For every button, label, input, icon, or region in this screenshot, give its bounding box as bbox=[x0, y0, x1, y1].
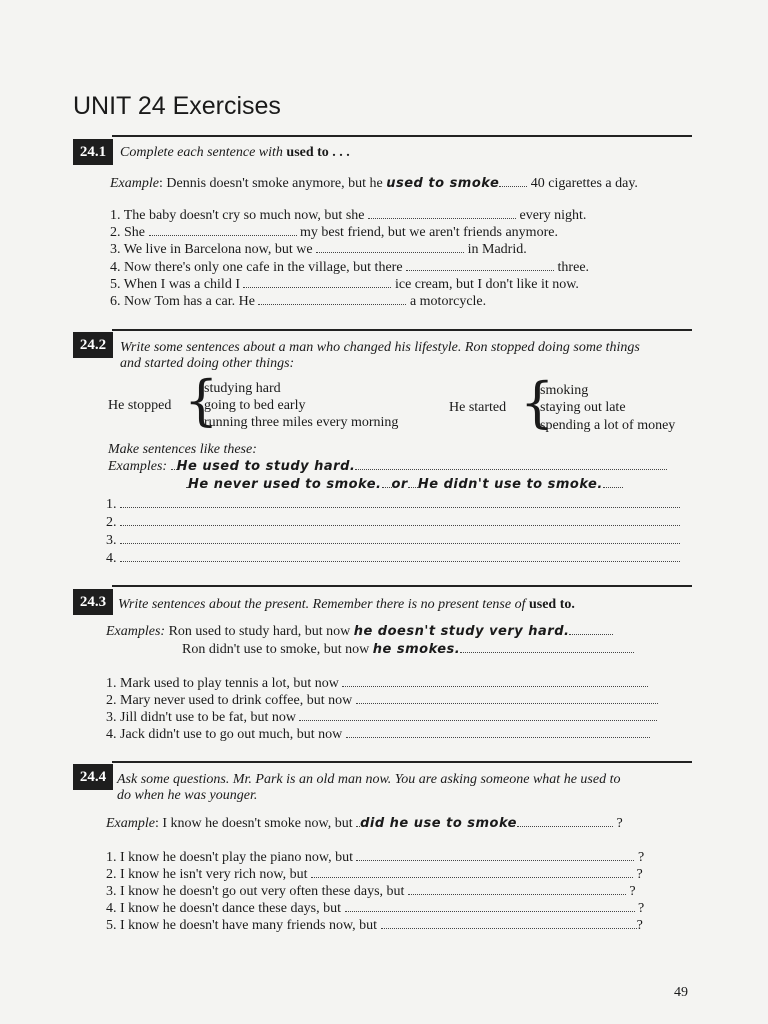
exercise-instruction: Ask some questions. Mr. Park is an old man now. You are asking someone what he used to bbox=[117, 772, 621, 787]
example-sentence: Examples: He used to study hard. bbox=[108, 459, 667, 475]
answer-blank[interactable] bbox=[258, 294, 406, 305]
answer-blank[interactable] bbox=[120, 497, 680, 508]
exercise-item: 3. Jill didn't use to be fat, but now bbox=[106, 710, 657, 726]
answer-line: 3. bbox=[106, 533, 680, 549]
page-number: 49 bbox=[674, 985, 688, 1000]
answer-blank[interactable] bbox=[316, 242, 464, 253]
exercise-instruction: Complete each sentence with used to . . . bbox=[120, 145, 350, 160]
answer-blank[interactable] bbox=[368, 208, 516, 219]
answer-blank[interactable] bbox=[342, 676, 648, 687]
make-sentences-label: Make sentences like these: bbox=[108, 442, 257, 457]
answer-blank[interactable] bbox=[345, 901, 635, 912]
section-rule bbox=[112, 135, 692, 137]
answer-blank[interactable] bbox=[381, 918, 637, 929]
answer-blank[interactable] bbox=[356, 850, 634, 861]
exercise-item: 5. When I was a child I ice cream, but I don't like it now. bbox=[110, 277, 579, 292]
exercise-item: 4. Jack didn't use to go out much, but now bbox=[106, 727, 650, 743]
started-label: He started bbox=[449, 400, 507, 415]
exercise-badge: 24.4 bbox=[73, 764, 113, 790]
exercise-instruction: Write some sentences about a man who changed his lifestyle. Ron stopped doing some things bbox=[120, 340, 640, 355]
answer-blank[interactable] bbox=[356, 693, 658, 704]
handwritten-answer: He didn't use to smoke. bbox=[417, 477, 603, 492]
exercise-badge: 24.2 bbox=[73, 332, 113, 358]
left-brace-icon: { bbox=[520, 371, 555, 434]
section-rule bbox=[112, 585, 692, 587]
handwritten-answer: did he use to smoke bbox=[360, 816, 517, 831]
handwritten-answer: he doesn't study very hard. bbox=[353, 624, 570, 639]
stopped-label: He stopped bbox=[108, 398, 172, 413]
exercise-badge: 24.1 bbox=[73, 139, 113, 165]
example-sentence: Examples: Ron used to study hard, but now he doesn't study very hard. bbox=[106, 624, 613, 640]
answer-line: 2. bbox=[106, 515, 680, 531]
handwritten-answer: used to smoke bbox=[386, 176, 500, 191]
exercise-instruction: do when he was younger. bbox=[117, 788, 258, 803]
exercise-item: 2. She my best friend, but we aren't friends anymore. bbox=[110, 225, 558, 240]
stopped-item: studying hard bbox=[204, 381, 281, 396]
section-rule bbox=[112, 329, 692, 331]
exercise-item: 3. We live in Barcelona now, but we in Madrid. bbox=[110, 242, 527, 257]
started-item: smoking bbox=[540, 383, 589, 398]
exercise-item: 6. Now Tom has a car. He a motorcycle. bbox=[110, 294, 487, 309]
handwritten-or: or bbox=[391, 477, 408, 492]
exercise-instruction: and started doing other things: bbox=[120, 356, 295, 371]
exercise-badge: 24.3 bbox=[73, 589, 113, 615]
answer-blank[interactable] bbox=[149, 225, 297, 236]
exercise-instruction: Write sentences about the present. Remember there is no present tense of used to. bbox=[118, 597, 575, 612]
exercise-item: 2. I know he isn't very rich now, but ? bbox=[106, 867, 643, 882]
unit-title: UNIT 24 Exercises bbox=[73, 92, 281, 120]
stopped-item: running three miles every morning bbox=[204, 415, 399, 430]
handwritten-answer: He used to study hard. bbox=[176, 459, 356, 474]
handwritten-answer: he smokes. bbox=[372, 642, 461, 657]
exercise-item: 4. Now there's only one cafe in the village, but there three. bbox=[110, 260, 590, 275]
answer-blank[interactable] bbox=[299, 710, 657, 721]
exercise-item: 2. Mary never used to drink coffee, but now bbox=[106, 693, 658, 709]
answer-blank[interactable] bbox=[243, 277, 391, 288]
example-sentence: Ron didn't use to smoke, but now he smokes. bbox=[182, 642, 634, 658]
answer-blank[interactable] bbox=[120, 551, 680, 562]
left-brace-icon: { bbox=[184, 369, 219, 432]
started-item: spending a lot of money bbox=[540, 418, 676, 433]
exercise-item: 1. Mark used to play tennis a lot, but now bbox=[106, 676, 648, 692]
started-item: staying out late bbox=[540, 400, 626, 415]
answer-line: 1. bbox=[106, 497, 680, 513]
exercise-item: 1. I know he doesn't play the piano now, but ? bbox=[106, 850, 645, 865]
exercise-item: 5. I know he doesn't have many friends now, but ? bbox=[106, 918, 643, 933]
answer-blank[interactable] bbox=[120, 533, 680, 544]
section-rule bbox=[112, 761, 692, 763]
answer-blank[interactable] bbox=[311, 867, 633, 878]
stopped-item: going to bed early bbox=[204, 398, 306, 413]
example-sentence: Example: Dennis doesn't smoke anymore, but he used to smoke 40 cigarettes a day. bbox=[110, 176, 638, 191]
answer-blank[interactable] bbox=[346, 727, 650, 738]
example-sentence: Example: I know he doesn't smoke now, but did he use to smoke ? bbox=[106, 816, 623, 831]
answer-blank[interactable] bbox=[120, 515, 680, 526]
example-sentence bbox=[186, 477, 623, 493]
answer-blank[interactable] bbox=[408, 884, 626, 895]
handwritten-answer: He never used to smoke. bbox=[188, 477, 382, 492]
answer-line: 4. bbox=[106, 551, 680, 567]
exercise-item: 3. I know he doesn't go out very often these days, but ? bbox=[106, 884, 636, 899]
answer-blank[interactable] bbox=[406, 260, 554, 271]
exercise-item: 4. I know he doesn't dance these days, but ? bbox=[106, 901, 645, 916]
exercise-item: 1. The baby doesn't cry so much now, but she every night. bbox=[110, 208, 587, 223]
